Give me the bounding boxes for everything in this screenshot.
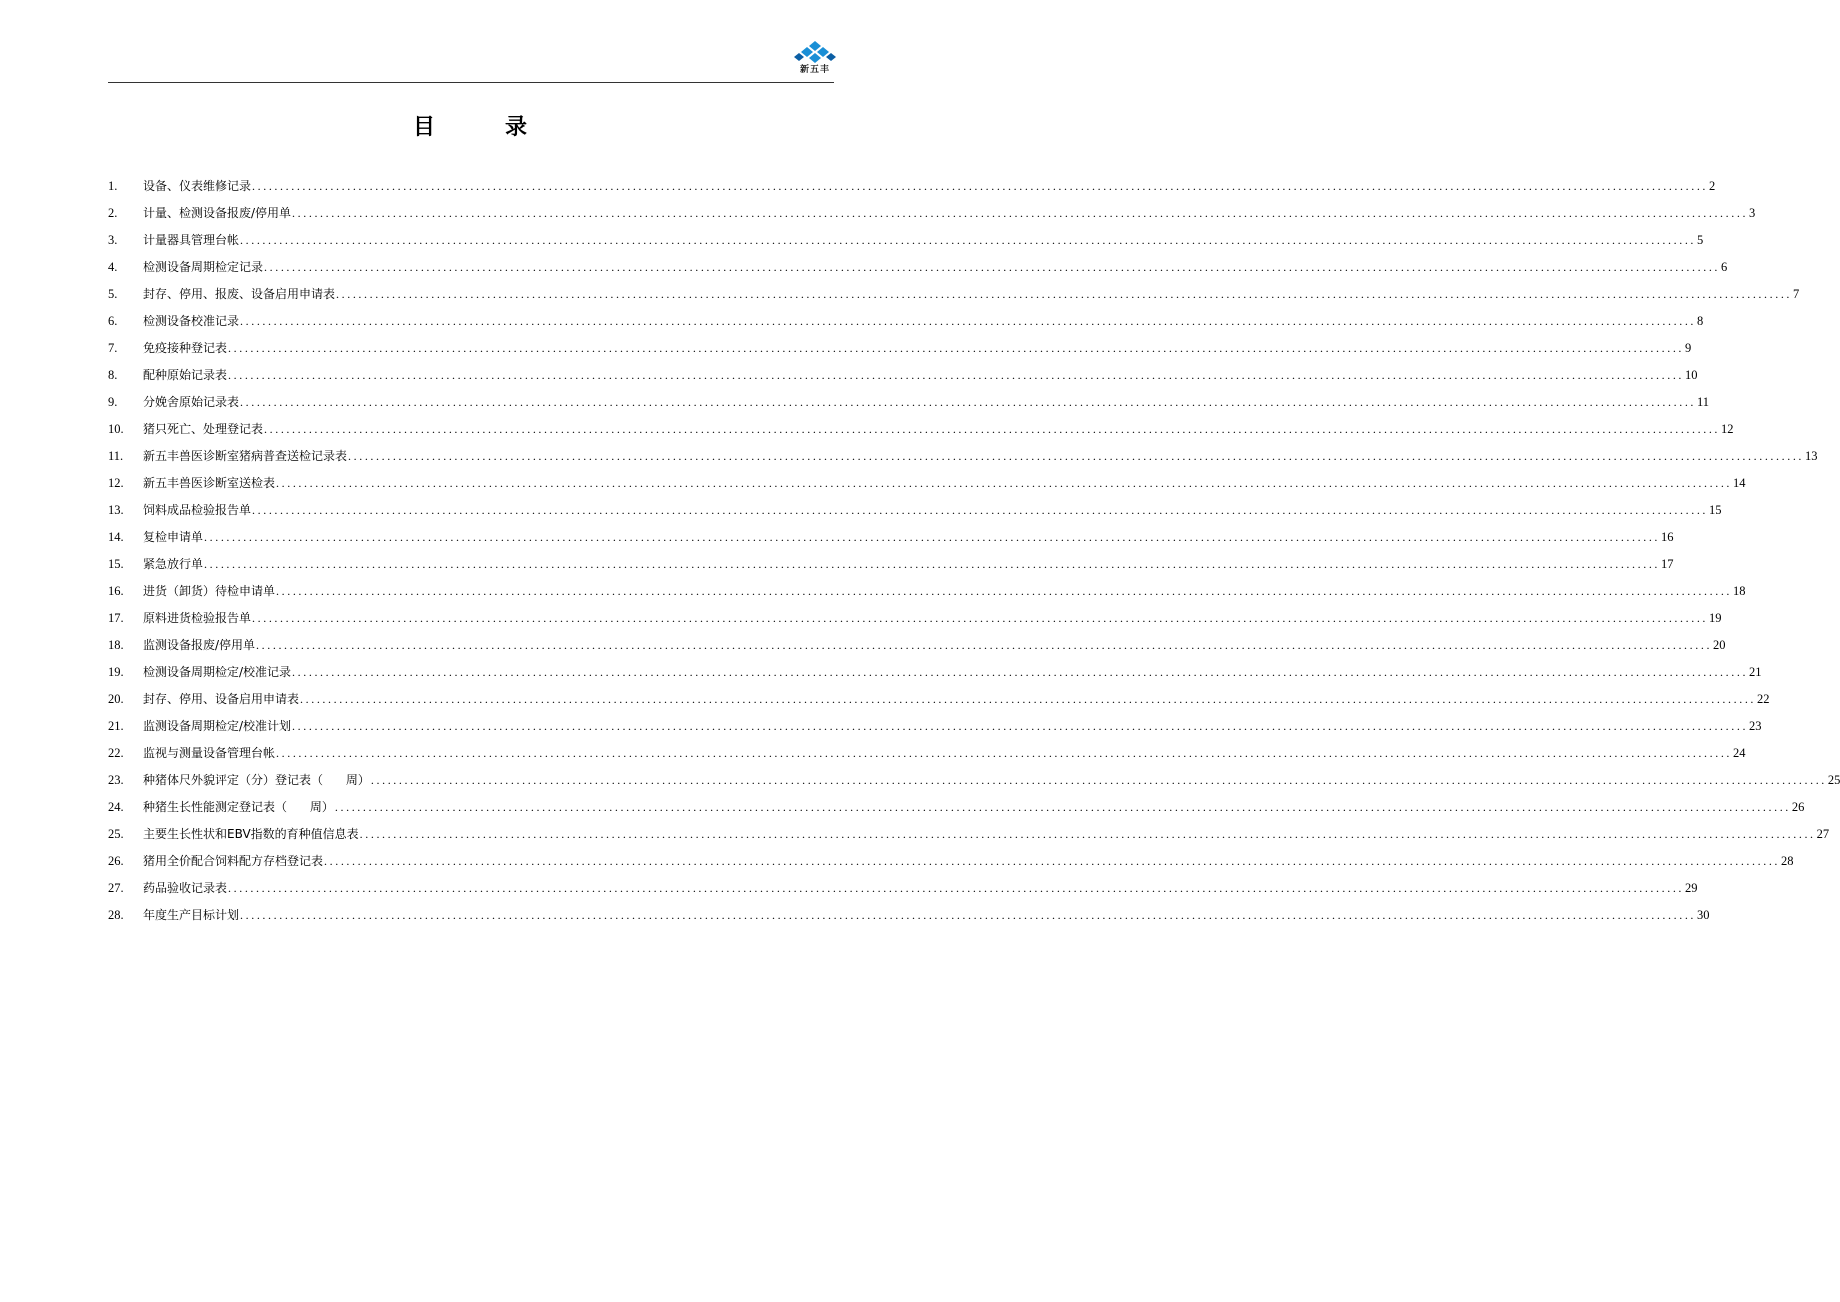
toc-entry-page: 15 — [1709, 503, 1722, 517]
toc-entry-label[interactable]: 种猪生长性能测定登记表（ 周） — [143, 800, 334, 814]
toc-entry-label[interactable]: 分娩舍原始记录表 — [143, 395, 240, 409]
toc-entry[interactable] — [108, 419, 1734, 446]
toc-entry[interactable] — [108, 770, 1840, 797]
toc-entry-number: 12. — [108, 476, 124, 490]
toc-entry-number: 19. — [108, 665, 124, 679]
toc-entry-number: 5. — [108, 287, 118, 301]
toc-entry-label[interactable]: 新五丰兽医诊断室送检表 — [143, 476, 276, 490]
toc-entry-label[interactable]: 计量、检测设备报废/停用单 — [143, 206, 292, 220]
toc-entry-number: 24. — [108, 800, 124, 814]
toc-entry[interactable] — [108, 905, 1710, 932]
toc-entry-page: 24 — [1733, 746, 1746, 760]
toc-entry[interactable] — [108, 554, 1674, 581]
toc-entry-number: 26. — [108, 854, 124, 868]
toc-leader-dots: .................................................................................................................................................................................................................................................................... — [264, 260, 1721, 274]
toc-entry-page: 26 — [1791, 800, 1805, 814]
toc-entry-page: 13 — [1805, 449, 1818, 463]
toc-leader-dots: .................................................................................................................................................................................................................................................................... — [240, 314, 1697, 328]
toc-entry-number: 13. — [108, 503, 124, 517]
toc-entry[interactable] — [108, 797, 1805, 824]
toc-leader-dots: .................................................................................................................................................................................................................................................................... — [228, 341, 1685, 355]
toc-leader-dots: .................................................................................................................................................................................................................................................................... — [359, 827, 1816, 841]
toc-leader-dots: .................................................................................................................................................................................................................................................................... — [292, 206, 1749, 220]
toc-entry[interactable] — [108, 581, 1746, 608]
toc-entry-label[interactable]: 进货（卸货）待检申请单 — [143, 584, 276, 598]
toc-entry-label[interactable]: 监测设备报废/停用单 — [143, 638, 256, 652]
toc-entry-number: 6. — [108, 314, 118, 328]
toc-entry-label[interactable]: 封存、停用、报废、设备启用申请表 — [143, 287, 336, 301]
toc-entry-page: 18 — [1733, 584, 1746, 598]
toc-entry-page: 23 — [1749, 719, 1762, 733]
toc-entry[interactable] — [108, 878, 1698, 905]
toc-entry-number: 4. — [108, 260, 118, 274]
toc-leader-dots: .................................................................................................................................................................................................................................................................... — [252, 611, 1709, 625]
toc-entry[interactable] — [108, 176, 1716, 203]
toc-entry-label[interactable]: 复检申请单 — [143, 530, 204, 544]
toc-entry-label[interactable]: 监视与测量设备管理台帐 — [143, 746, 276, 760]
toc-entry-label[interactable]: 免疫接种登记表 — [143, 341, 228, 355]
toc-leader-dots: .................................................................................................................................................................................................................................................................... — [252, 179, 1709, 193]
toc-entry-page: 9 — [1685, 341, 1692, 355]
toc-entry-page: 7 — [1793, 287, 1800, 301]
toc-entry-number: 18. — [108, 638, 124, 652]
title-char-1: 目 — [412, 115, 435, 140]
toc-entry-label[interactable]: 设备、仪表维修记录 — [143, 179, 252, 193]
toc-entry-label[interactable]: 原料进货检验报告单 — [143, 611, 252, 625]
toc-entry-page: 8 — [1697, 314, 1704, 328]
toc-leader-dots: .................................................................................................................................................................................................................................................................... — [256, 638, 1713, 652]
toc-entry-page: 16 — [1661, 530, 1674, 544]
toc-entry-page: 11 — [1697, 395, 1710, 409]
toc-entry[interactable] — [108, 662, 1762, 689]
toc-entry[interactable] — [108, 824, 1830, 851]
toc-entry-number: 23. — [108, 773, 124, 787]
toc-entry-page: 20 — [1713, 638, 1726, 652]
toc-entry-page: 5 — [1697, 233, 1704, 247]
toc-entry-number: 16. — [108, 584, 124, 598]
toc-entry[interactable] — [108, 284, 1800, 311]
toc-entry[interactable] — [108, 392, 1710, 419]
toc-entry[interactable] — [108, 608, 1722, 635]
toc-entry-label[interactable]: 检测设备周期检定记录 — [143, 260, 264, 274]
toc-entry[interactable] — [108, 527, 1674, 554]
toc-entry-label[interactable]: 年度生产目标计划 — [143, 908, 240, 922]
toc-leader-dots: .................................................................................................................................................................................................................................................................... — [334, 800, 1791, 814]
toc-entry-page: 21 — [1749, 665, 1762, 679]
toc-entry-number: 8. — [108, 368, 118, 382]
toc-entry[interactable] — [108, 338, 1692, 365]
toc-entry-page: 29 — [1685, 881, 1698, 895]
toc-entry-label[interactable]: 计量器具管理台帐 — [143, 233, 240, 247]
toc-entry-number: 2. — [108, 206, 118, 220]
toc-entry-label[interactable]: 种猪体尺外貌评定（分）登记表（ 周） — [143, 773, 370, 787]
toc-leader-dots: .................................................................................................................................................................................................................................................................... — [204, 557, 1661, 571]
toc-entry-label[interactable]: 猪用全价配合饲料配方存档登记表 — [143, 854, 324, 868]
toc-leader-dots: .................................................................................................................................................................................................................................................................... — [240, 233, 1697, 247]
toc-entry-page: 22 — [1757, 692, 1770, 706]
toc-entry-number: 1. — [108, 179, 118, 193]
toc-entry-label[interactable]: 猪只死亡、处理登记表 — [143, 422, 264, 436]
toc-entry[interactable] — [108, 365, 1698, 392]
toc-leader-dots: .................................................................................................................................................................................................................................................................... — [276, 476, 1733, 490]
toc-entry[interactable] — [108, 851, 1794, 878]
toc-leader-dots: .................................................................................................................................................................................................................................................................... — [240, 395, 1697, 409]
toc-entry-label[interactable]: 封存、停用、设备启用申请表 — [143, 692, 300, 706]
toc-entry-label[interactable]: 新五丰兽医诊断室猪病普查送检记录表 — [143, 449, 348, 463]
table-of-contents — [108, 176, 1840, 932]
toc-entry-label[interactable]: 检测设备周期检定/校准记录 — [143, 665, 292, 679]
toc-entry-number: 7. — [108, 341, 118, 355]
toc-leader-dots: .................................................................................................................................................................................................................................................................... — [370, 773, 1827, 787]
toc-entry-page: 14 — [1733, 476, 1746, 490]
toc-entry-number: 15. — [108, 557, 124, 571]
toc-entry-page: 10 — [1685, 368, 1698, 382]
toc-entry-number: 25. — [108, 827, 124, 841]
toc-entry-label[interactable]: 饲料成品检验报告单 — [143, 503, 252, 517]
toc-entry-page: 27 — [1816, 827, 1830, 841]
toc-entry-label[interactable]: 药品验收记录表 — [143, 881, 228, 895]
toc-leader-dots: .................................................................................................................................................................................................................................................................... — [348, 449, 1805, 463]
logo-text: 新五丰 — [799, 65, 830, 75]
toc-leader-dots: .................................................................................................................................................................................................................................................................... — [276, 746, 1733, 760]
toc-leader-dots: .................................................................................................................................................................................................................................................................... — [336, 287, 1793, 301]
toc-entry[interactable] — [108, 257, 1728, 284]
toc-leader-dots: .................................................................................................................................................................................................................................................................... — [292, 719, 1749, 733]
header-rule — [108, 82, 834, 83]
toc-entry[interactable] — [108, 689, 1770, 716]
toc-entry-page: 17 — [1661, 557, 1674, 571]
toc-leader-dots: .................................................................................................................................................................................................................................................................... — [324, 854, 1781, 868]
toc-leader-dots: .................................................................................................................................................................................................................................................................... — [276, 584, 1733, 598]
toc-entry-label[interactable]: 配种原始记录表 — [143, 368, 228, 382]
toc-entry-page: 2 — [1709, 179, 1716, 193]
toc-leader-dots: .................................................................................................................................................................................................................................................................... — [228, 368, 1685, 382]
toc-entry-page: 6 — [1721, 260, 1728, 274]
toc-entry-page: 12 — [1721, 422, 1734, 436]
toc-entry-label[interactable]: 检测设备校准记录 — [143, 314, 240, 328]
toc-entry-page: 28 — [1781, 854, 1794, 868]
toc-entry-label[interactable]: 主要生长性状和EBV指数的育种值信息表 — [143, 827, 359, 841]
toc-entry-page: 25 — [1827, 773, 1840, 787]
toc-entry-number: 3. — [108, 233, 118, 247]
toc-entry-page: 30 — [1697, 908, 1710, 922]
toc-entry-number: 21. — [108, 719, 124, 733]
title-char-2: 录 — [505, 115, 528, 140]
toc-entry[interactable] — [108, 446, 1818, 473]
toc-entry[interactable] — [108, 716, 1762, 743]
toc-leader-dots: .................................................................................................................................................................................................................................................................... — [264, 422, 1721, 436]
toc-leader-dots: .................................................................................................................................................................................................................................................................... — [204, 530, 1661, 544]
toc-entry-number: 27. — [108, 881, 124, 895]
toc-entry-number: 11. — [108, 449, 124, 463]
toc-entry-number: 10. — [108, 422, 124, 436]
toc-entry-label[interactable]: 紧急放行单 — [143, 557, 204, 571]
toc-entry-number: 17. — [108, 611, 124, 625]
toc-entry[interactable] — [108, 500, 1722, 527]
toc-leader-dots: .................................................................................................................................................................................................................................................................... — [252, 503, 1709, 517]
toc-entry-label[interactable]: 监测设备周期检定/校准计划 — [143, 719, 292, 733]
toc-leader-dots: .................................................................................................................................................................................................................................................................... — [228, 881, 1685, 895]
toc-entry[interactable] — [108, 311, 1704, 338]
toc-leader-dots: .................................................................................................................................................................................................................................................................... — [240, 908, 1697, 922]
toc-entry-number: 28. — [108, 908, 124, 922]
company-logo — [794, 40, 836, 82]
toc-entry-page: 19 — [1709, 611, 1722, 625]
toc-entry[interactable] — [108, 230, 1704, 257]
toc-entry-page: 3 — [1749, 206, 1756, 220]
toc-entry-number: 20. — [108, 692, 124, 706]
toc-entry-number: 14. — [108, 530, 124, 544]
toc-entry[interactable] — [108, 743, 1746, 770]
toc-entry-number: 9. — [108, 395, 118, 409]
toc-entry-number: 22. — [108, 746, 124, 760]
page-title — [0, 110, 940, 141]
toc-leader-dots: .................................................................................................................................................................................................................................................................... — [300, 692, 1757, 706]
toc-entry[interactable] — [108, 203, 1756, 230]
toc-leader-dots: .................................................................................................................................................................................................................................................................... — [292, 665, 1749, 679]
toc-entry[interactable] — [108, 473, 1746, 500]
toc-entry[interactable] — [108, 635, 1726, 662]
